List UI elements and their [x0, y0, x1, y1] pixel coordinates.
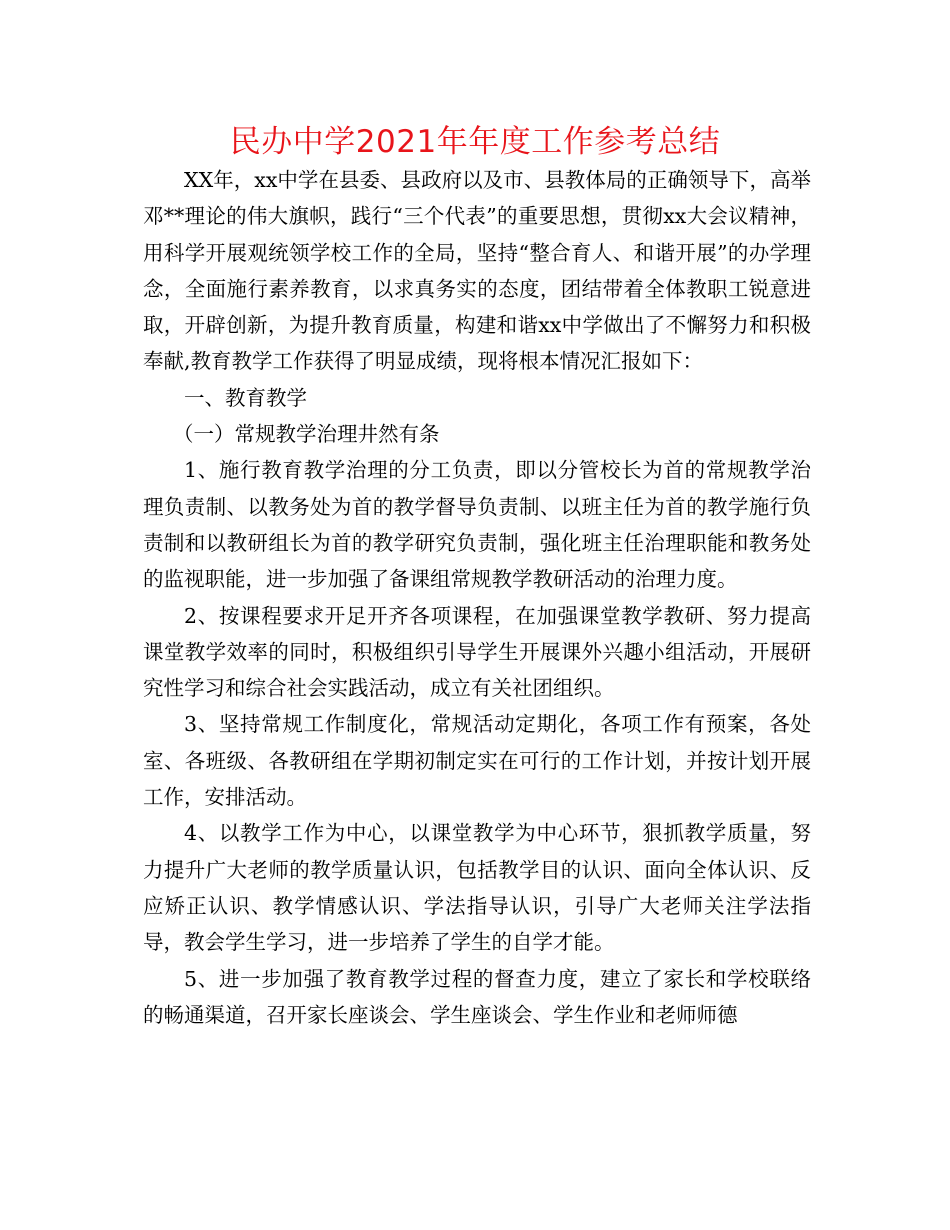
list-item-3: 3、坚持常规工作制度化，常规活动定期化，各项工作有预案，各处室、各班级、各教研组在学期初制定实在可行的工作计划，并按计划开展工作，安排活动。: [143, 712, 811, 810]
document-title: 民办中学2021年年度工作参考总结: [229, 124, 721, 160]
list-item-2: 2、按课程要求开足开齐各项课程，在加强课堂教学教研、努力提高课堂教学效率的同时，积极组织引导学生开展课外兴趣小组活动，开展研究性学习和综合社会实践活动，成立有关社团组织。: [143, 603, 811, 701]
list-item-1: 1、施行教育教学治理的分工负责，即以分管校长为首的常规教学治理负责制、以教务处为首的教学督导负责制、以班主任为首的教学施行负责制和以教研组长为首的教学研究负责制，强化班主任治理职能和教务处的监视职能，进一步加强了备课组常规教学教研活动的治理力度。: [143, 458, 811, 592]
subsection-heading-routine: （一）常规教学治理井然有条: [173, 422, 440, 447]
section-heading-education: 一、教育教学: [184, 385, 307, 410]
document-body: [143, 162, 811, 1033]
list-item-5: 5、进一步加强了教育教学过程的督查力度，建立了家长和学校联络的畅通渠道，召开家长座谈会、学生座谈会、学生作业和老师师德: [143, 966, 811, 1027]
intro-paragraph: XX年，xx中学在县委、县政府以及市、县教体局的正确领导下，高举邓**理论的伟大旗帜，践行“三个代表”的重要思想，贯彻xx大会议精神，用科学开展观统领学校工作的全局，坚持“整合育人、和谐开展”的办学理念，全面施行素养教育，以求真务实的态度，团结带着全体教职工锐意进取，开辟创新，为提升教育质量，构建和谐xx中学做出了不懈努力和积极奉献,教育教学工作获得了明显成绩，现将根本情况汇报如下：: [143, 168, 811, 374]
list-item-4: 4、以教学工作为中心，以课堂教学为中心环节，狠抓教学质量，努力提升广大老师的教学质量认识，包括教学目的认识、面向全体认识、反应矫正认识、教学情感认识、学法指导认识，引导广大老师关注学法指导，教会学生学习，进一步培养了学生的自学才能。: [143, 821, 811, 955]
